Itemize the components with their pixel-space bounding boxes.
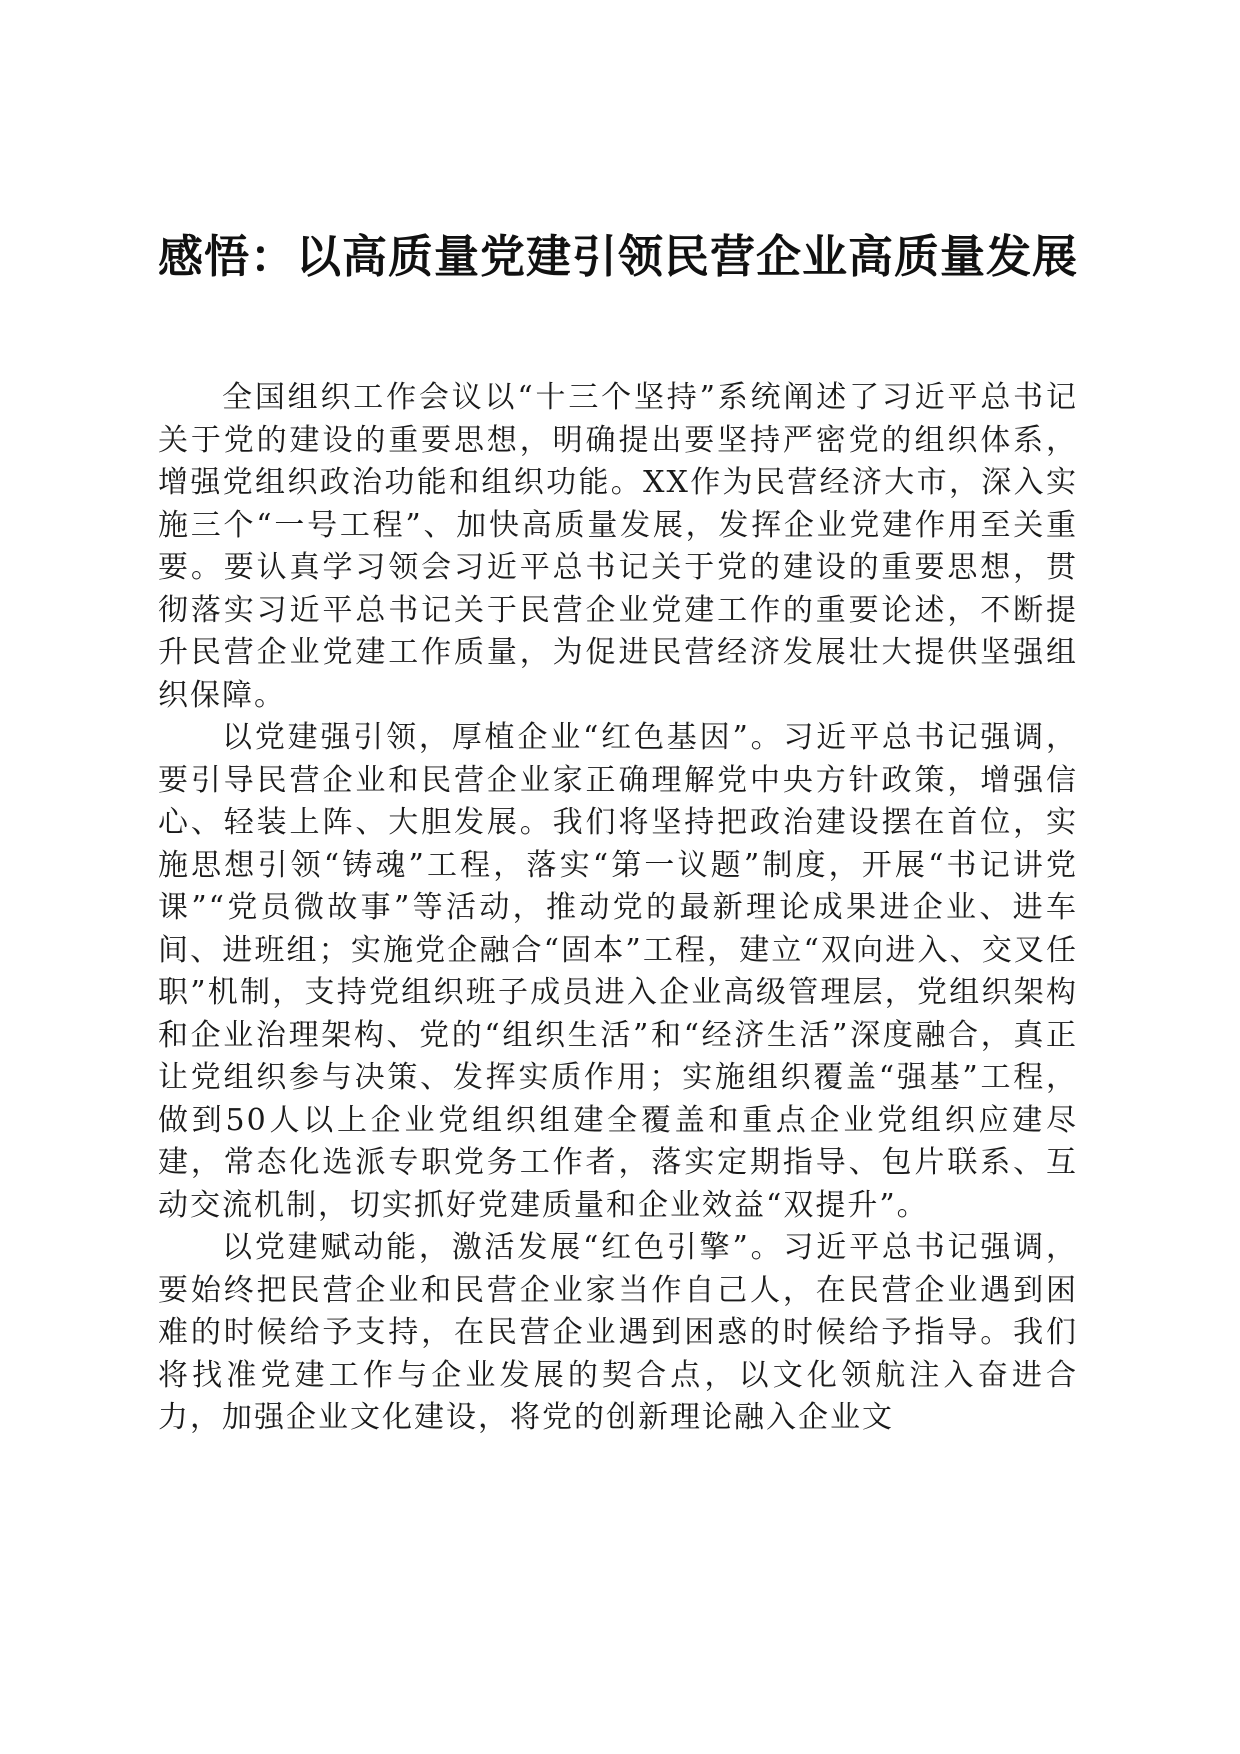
paragraph-party-building-empowerment: 以党建赋动能，激活发展“红色引擎”。习近平总书记强调，要始终把民营企业和民营企业家当作自己人，在民营企业遇到困难的时候给予支持，在民营企业遇到困惑的时候给予指导。我们将找准党建工作与企业发展的契合点，以文化领航注入奋进合力，加强企业文化建设，将党的创新理论融入企业文 bbox=[158, 1230, 1078, 1435]
paragraph-intro: 全国组织工作会议以“十三个坚持”系统阐述了习近平总书记关于党的建设的重要思想，明确提出要坚持严密党的组织体系，增强党组织政治功能和组织功能。XX作为民营经济大市，深入实施三个“一号工程”、加快高质量发展，发挥企业党建作用至关重要。要认真学习领会习近平总书记关于党的建设的重要思想，贯彻落实习近平总书记关于民营企业党建工作的重要论述，不断提升民营企业党建工作质量，为促进民营经济发展壮大提供坚强组织保障。 bbox=[158, 380, 1078, 713]
paragraph-party-building-leadership: 以党建强引领，厚植企业“红色基因”。习近平总书记强调，要引导民营企业和民营企业家正确理解党中央方针政策，增强信心、轻装上阵、大胆发展。我们将坚持把政治建设摆在首位，实施思想引领“铸魂”工程，落实“第一议题”制度，开展“书记讲党课”“党员微故事”等活动，推动党的最新理论成果进企业、进车间、进班组；实施党企融合“固本”工程，建立“双向进入、交叉任职”机制，支持党组织班子成员进入企业高级管理层，党组织架构和企业治理架构、党的“组织生活”和“经济生活”深度融合，真正让党组织参与决策、发挥实质作用；实施组织覆盖“强基”工程，做到50人以上企业党组织组建全覆盖和重点企业党组织应建尽建，常态化选派专职党务工作者，落实定期指导、包片联系、互动交流机制，切实抓好党建质量和企业效益“双提升”。 bbox=[158, 720, 1078, 1223]
document-body bbox=[158, 377, 1078, 1440]
document-title: 感悟：以高质量党建引领民营企业高质量发展 bbox=[158, 230, 1079, 283]
